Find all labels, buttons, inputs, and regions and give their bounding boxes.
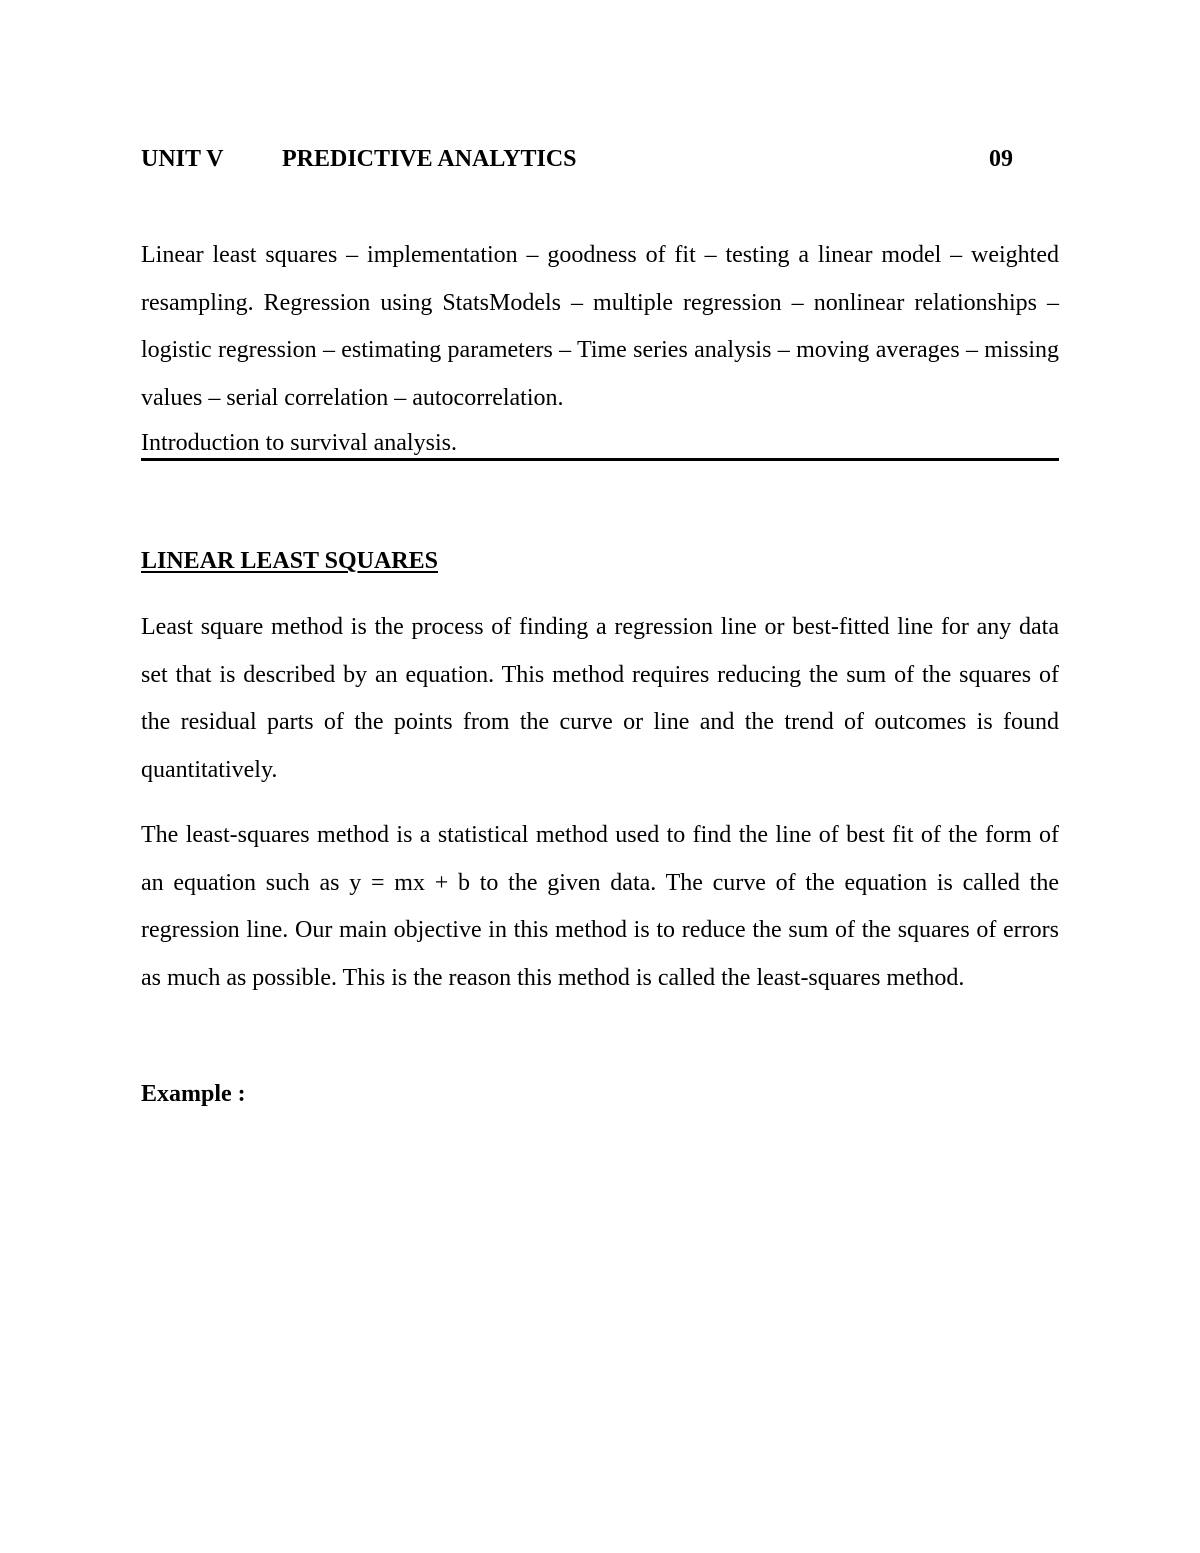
syllabus-last-line: Introduction to survival analysis. bbox=[141, 430, 457, 456]
syllabus-text: Linear least squares – implementation – goodness of fit – testing a linear model – weighted resampling. Regression using StatsModels – multiple regression – nonlinear relationships – logistic regression – estimating parameters – Time series analysis – moving averages – missing values – serial correlation – autocorrelation. bbox=[141, 242, 1059, 411]
example-label: Example : bbox=[141, 1081, 246, 1107]
paragraph: Least square method is the process of finding a regression line or best-fitted line for any data set that is described by an equation. This method requires reducing the sum of the squares of the residual parts of the points from the curve or line and the trend of outcomes is found quantitatively. bbox=[141, 614, 1059, 783]
section-divider bbox=[141, 458, 1059, 461]
unit-title: PREDICTIVE ANALYTICS bbox=[282, 146, 577, 172]
paragraph: The least-squares method is a statistical method used to find the line of best fit of the form of an equation such as y = mx + b to the given data. The curve of the equation is called the regression line. Our main objective in this method is to reduce the sum of the squares of errors as much as possible. This is the reason this method is called the least-squares method. bbox=[141, 822, 1059, 991]
section-heading: LINEAR LEAST SQUARES bbox=[141, 548, 438, 574]
unit-header bbox=[141, 143, 1059, 175]
unit-label: UNIT V bbox=[141, 146, 224, 172]
document-page bbox=[141, 0, 1059, 1553]
unit-hours: 09 bbox=[989, 146, 1013, 172]
